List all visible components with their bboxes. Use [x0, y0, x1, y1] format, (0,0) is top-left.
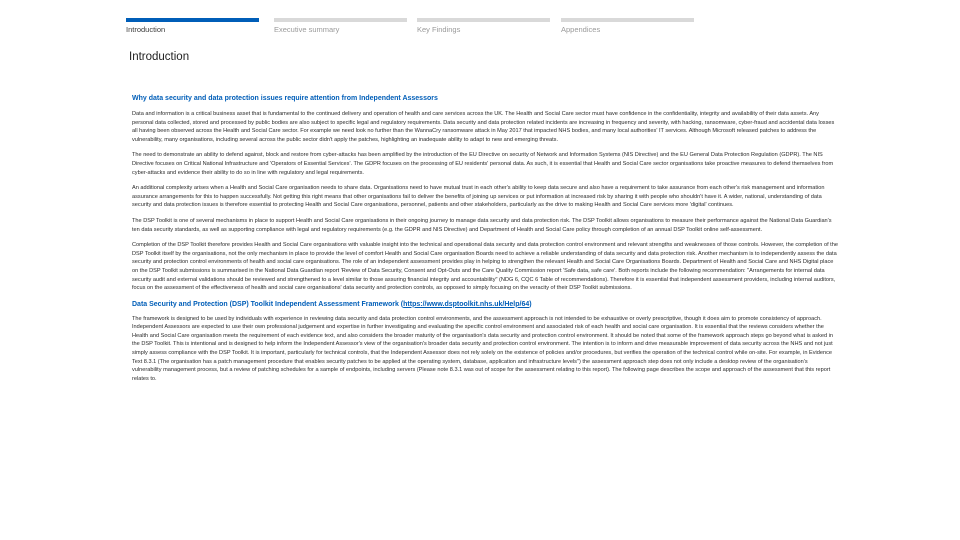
tab-indicator — [274, 18, 407, 22]
tab-indicator — [417, 18, 550, 22]
report-content — [132, 94, 838, 390]
framework-title-text: Data Security and Protection (DSP) Toolkit Independent Assessment Framework ( — [132, 300, 404, 308]
paragraph-independent-assessment: Completion of the DSP Toolkit therefore provides Health and Social Care organisations with valuable insight into the technical and operational data security and data protection control environment and relevant strengths and weaknesses of those controls. However, the completion of the DSP Toolkit itself by the organisations, not the only mechanism in place to provide the level of comfort Health and Social Care organisation Boards need to achieve a reliable understanding of data security and data protection risk. Another mechanism is to independently assess the data security and protection control environments of health and social care organisations. The role of an independent assessment provides play in helping to strengthen the relevant Health and Social Care Organisations Boards. Department of Health and Social Care and NHS Digital place on the DSP Toolkit submissions is summarised in the National Data Guardian report 'Review of Data Security, Consent and Opt-Outs and the Care Quality Commission report 'Safe data, safe care'. Both reports include the following recommendation: "Arrangements for internal data security audit and external validations should be reviewed and strengthened to a level similar to those assuring financial integrity and accountability" (NDG 6, CQC 6 Table of recommendations). Therefore it is essential that independent assessment providers, including internal auditors, focus on the assessment of the effectiveness of health and social care organisations' data security and protection controls, as opposed to simply focusing on the veracity of their DSP Toolkit submissions. — [132, 242, 838, 292]
framework-title — [132, 300, 838, 309]
tab-label: Key Findings — [417, 25, 461, 34]
tab-indicator — [126, 18, 259, 22]
tab-label: Introduction — [126, 25, 166, 34]
tab-label: Executive summary — [274, 25, 340, 34]
page-title: Introduction — [129, 51, 190, 63]
paragraph-data-sharing: An additional complexity arises when a Health and Social Care organisation needs to share data. Organisations need to have mutual trust in each other's ability to keep data secure and also have a requirement to take assurance from each other's risk management and information assurance arrangements for this to happen successfully. Not getting this right means that other organisations fail to deliver the benefits of joining up services or put information at increased risk by sharing it with people who shouldn't have it. A wider, national, understanding of data security and data protection issues is therefore essential to protecting Health and Social Care organisations, personnel, patients and other stakeholders, particularly as the drive to making Health and Social Care services more 'digital' continues. — [132, 185, 825, 209]
section-title: Why data security and data protection issues require attention from Independent Assessors — [132, 95, 438, 102]
tab-key-findings[interactable] — [417, 18, 550, 34]
tab-executive-summary[interactable] — [274, 18, 407, 34]
framework-link[interactable]: https://www.dsptoolkit.nhs.uk/Help/64 — [403, 300, 530, 308]
tab-indicator — [561, 18, 694, 22]
paragraph-dsp-toolkit: The DSP Toolkit is one of several mechanisms in place to support Health and Social Care organisations in their ongoing journey to manage data security and data protection risk. The DSP Toolkit allows organisations to measure their performance against the National Data Guardian's ten data security standards, as well as supporting compliance with legal and regulatory requirements (e.g. the GDPR and NIS Directive) and Department of Health and Social Care policy through completion of an annual DSP Toolkit online self-assessment. — [132, 217, 832, 233]
framework-title-end: ) — [529, 300, 532, 308]
paragraph-regulation: The need to demonstrate an ability to defend against, block and restore from cyber-attacks has been amplified by the introduction of the EU Directive on security of Network and Information Systems (NIS Directive) and the EU General Data Protection Regulation (GDPR). The NIS Directive focuses on Critical National Infrastructure and 'Operators of Essential Services'. The GDPR focuses on the processing of EU residents' personal data. As such, it is essential that Health and Social Care sector organisations take proactive measures to defend themselves from cyber-attacks and evidence their ability to do so in line with regulatory and legal requirements. — [132, 152, 834, 176]
section-tabs — [126, 18, 838, 40]
paragraph-data-asset: Data and information is a critical business asset that is fundamental to the continued delivery and operation of health and care services across the UK. The Health and Social Care sector must have confidence in the confidentiality, integrity and availability of their data assets. Any personal data collected, stored and processed by public bodies are also subject to specific legal and regulatory requirements. Data security and data protection related incidents are increasing in frequency and severity, with hacking, ransomware, cyber-fraud and accidental data losses all having been observed across the Health and Social Care sector. For example we need look no further than the WannaCry ransomware attack in May 2017 that impacted NHS bodies, and many local authorities' IT services. Although Microsoft released patches to address the vulnerability, many organisations, including several across the public sector didn't apply the patches, highlighting an inadequate ability to adapt to new and emerging threats. — [132, 111, 835, 143]
tab-label: Appendices — [561, 25, 601, 34]
paragraph-framework: The framework is designed to be used by individuals with experience in reviewing data security and data protection control environments, and the assessment approach is not intended to be exhaustive or overly prescriptive, though it does aim to promote consistency of approach. Independent Assessors are expected to use their own professional judgement and expertise in further investigating and evaluating the specific control environment and associated risk of each health and social care organisation. It is essential that the reviews considers whether the Health and Social Care organisation meets the requirement of each evidence text, and also considers the broader maturity of the organisation's data security and protection control environment. It should be noted that some of the framework approach steps go beyond what is asked in the DSP Toolkit. This is intentional and is designed to help inform the Independent Assessor's view of the organisation's broader data security and protection control environment. The intention is to inform and drive measurable improvement of data security across the NHS and not just simply assess compliance with the DSP Toolkit. It is important, particularly for technical controls, that the Independent Assessor does not rely solely on the existence of policies and/or procedures, but verifies the operation of the technical control while on-site. For example, in Evidence Text 8.3.1 (The organisation has a patch management procedure that enables security patches to be applied at the operating system, database, application and infrastructure levels") the assessment approach step does not only include a desktop review of the organisation's vulnerability management process, but a review of patching schedules for a sample of endpoints, including servers (Please note 8.3.1 was out of scope for the assessment relating to this report). The following page describes the scope and approach of the assessment that this report relates to. — [132, 315, 834, 382]
tab-appendices[interactable] — [561, 18, 694, 34]
tab-introduction[interactable] — [126, 18, 259, 34]
